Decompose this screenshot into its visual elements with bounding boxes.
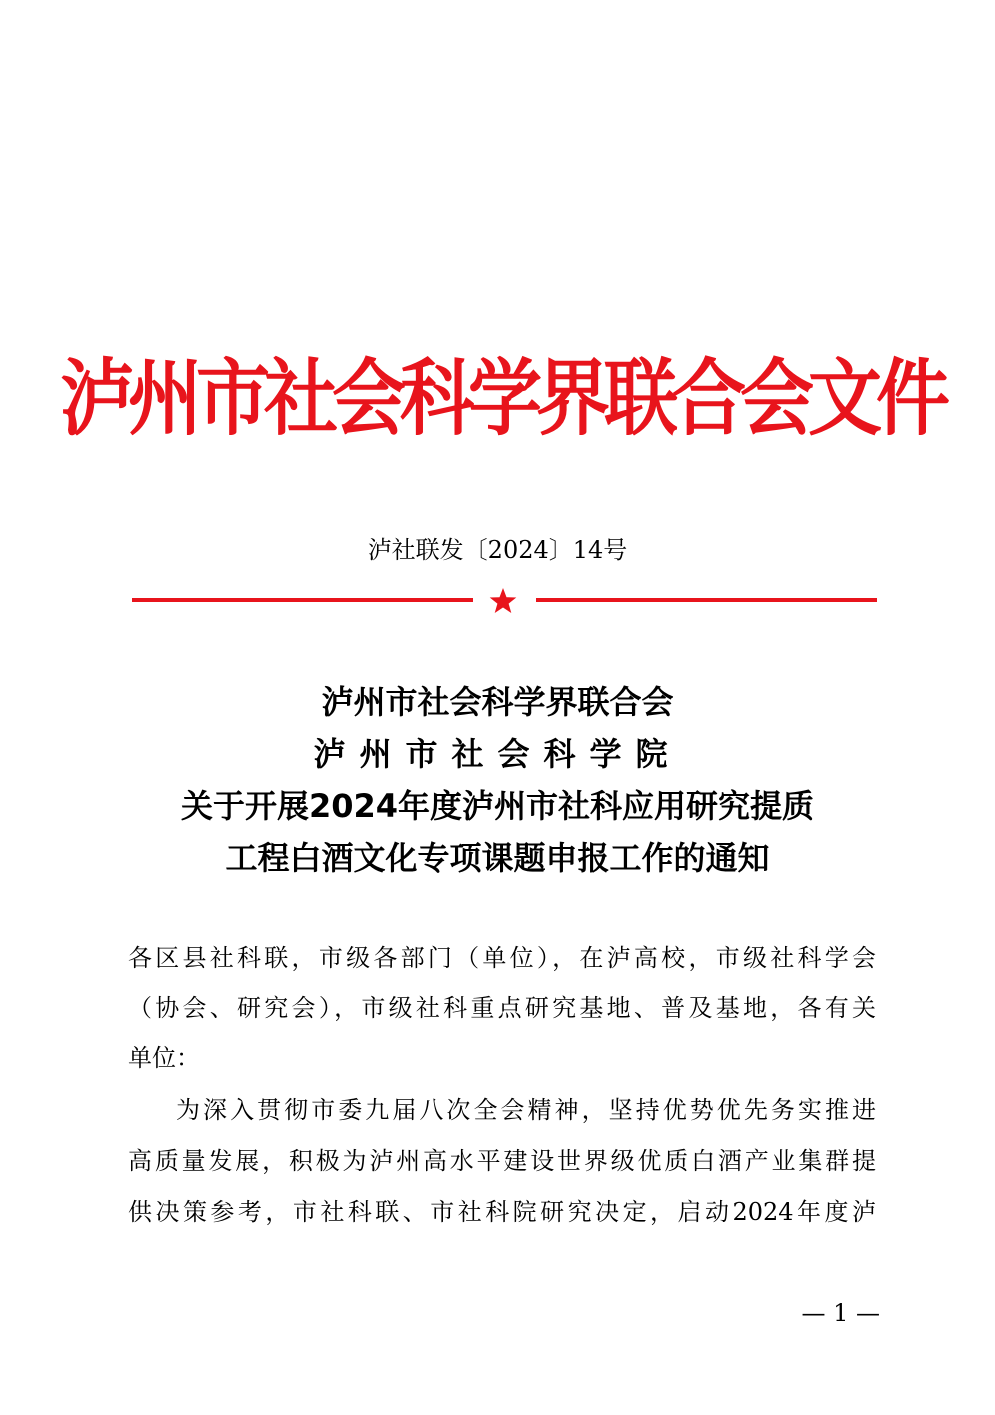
masthead-title: 泸州市社会科学界联合会文件 xyxy=(60,350,944,448)
divider-line-left xyxy=(132,598,473,602)
addressee-line-3: 单位： xyxy=(128,1044,200,1072)
document-number: 泸社联发〔2024〕14号 xyxy=(367,536,628,564)
divider-line-right xyxy=(536,598,877,602)
paragraph-1-line-2: 高质量发展，积极为泸州高水平建设世界级优质白酒产业集群提 xyxy=(128,1147,876,1175)
title-line-1: 泸州市社会科学界联合会 xyxy=(321,683,674,721)
title-line-3: 关于开展2024年度泸州市社科应用研究提质 xyxy=(180,787,815,825)
addressee-line-1: 各区县社科联，市级各部门（单位），在泸高校，市级社科学会 xyxy=(128,944,876,972)
page-number: — 1 — xyxy=(801,1299,880,1327)
paragraph-1-line-1: 为深入贯彻市委九届八次全会精神，坚持优势优先务实推进 xyxy=(176,1096,876,1124)
title-line-4: 工程白酒文化专项课题申报工作的通知 xyxy=(225,839,770,877)
title-line-2: 泸州市社会科学院 xyxy=(313,735,682,773)
addressee-line-2: （协会、研究会），市级社科重点研究基地、普及基地，各有关 xyxy=(128,994,876,1022)
star-icon xyxy=(488,586,518,616)
paragraph-1-line-3: 供决策参考，市社科联、市社科院研究决定，启动2024年度泸 xyxy=(128,1198,876,1226)
